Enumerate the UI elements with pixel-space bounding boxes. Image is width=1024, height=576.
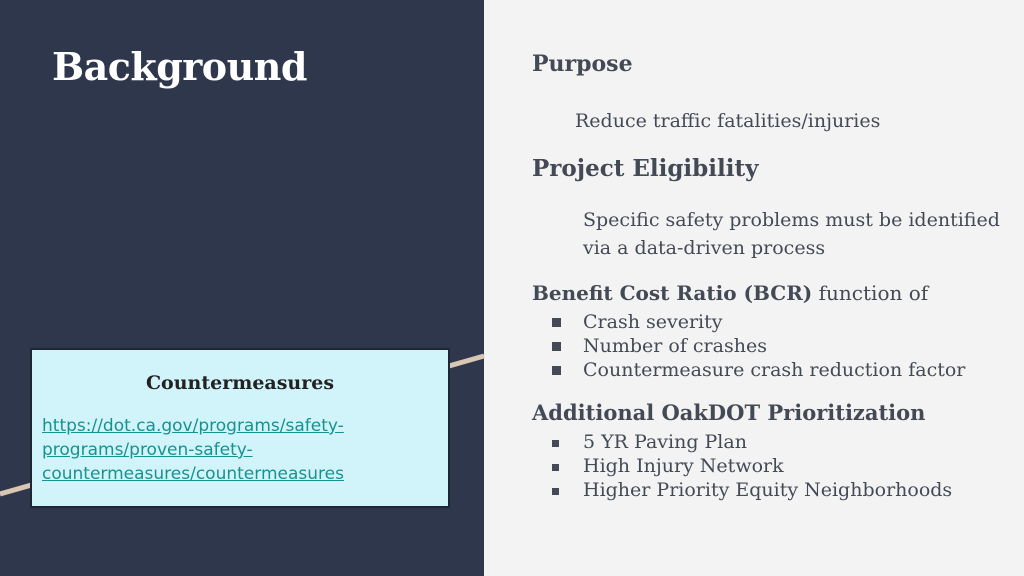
purpose-heading: Purpose	[532, 51, 633, 77]
additional-item-label: Higher Priority Equity Neighborhoods	[583, 479, 953, 501]
bcr-list	[548, 310, 965, 382]
bcr-rest-label: function of	[812, 281, 929, 305]
additional-item-label: High Injury Network	[583, 455, 784, 477]
square-bullet-icon	[552, 342, 561, 351]
square-bullet-icon	[552, 488, 559, 495]
bcr-item-label: Number of crashes	[583, 335, 767, 357]
additional-item-label: 5 YR Paving Plan	[583, 431, 747, 453]
purpose-text: Reduce traffic fatalities/injuries	[575, 110, 881, 132]
eligibility-text: Specific safety problems must be identified via a data-driven process	[583, 209, 1000, 259]
list-item	[548, 430, 952, 454]
list-item	[548, 478, 952, 502]
list-item	[548, 334, 965, 358]
square-bullet-icon	[552, 464, 559, 471]
eligibility-heading: Project Eligibility	[532, 155, 759, 182]
bcr-heading	[532, 281, 928, 305]
countermeasures-title: Countermeasures	[145, 372, 335, 394]
additional-list	[548, 430, 952, 502]
additional-heading: Additional OakDOT Prioritization	[532, 400, 926, 425]
bcr-item-label: Crash severity	[583, 311, 723, 333]
countermeasures-box	[30, 348, 450, 508]
square-bullet-icon	[552, 440, 559, 447]
list-item	[548, 310, 965, 334]
bcr-bold-label: Benefit Cost Ratio (BCR)	[532, 281, 813, 305]
countermeasures-link[interactable]: https://dot.ca.gov/programs/safety-programs/proven-safety-countermeasures/countermeasures	[42, 416, 344, 484]
slide-title: Background	[52, 44, 307, 89]
list-item	[548, 454, 952, 478]
square-bullet-icon	[552, 318, 561, 327]
square-bullet-icon	[552, 366, 561, 375]
list-item	[548, 358, 965, 382]
bcr-item-label: Countermeasure crash reduction factor	[583, 359, 966, 381]
